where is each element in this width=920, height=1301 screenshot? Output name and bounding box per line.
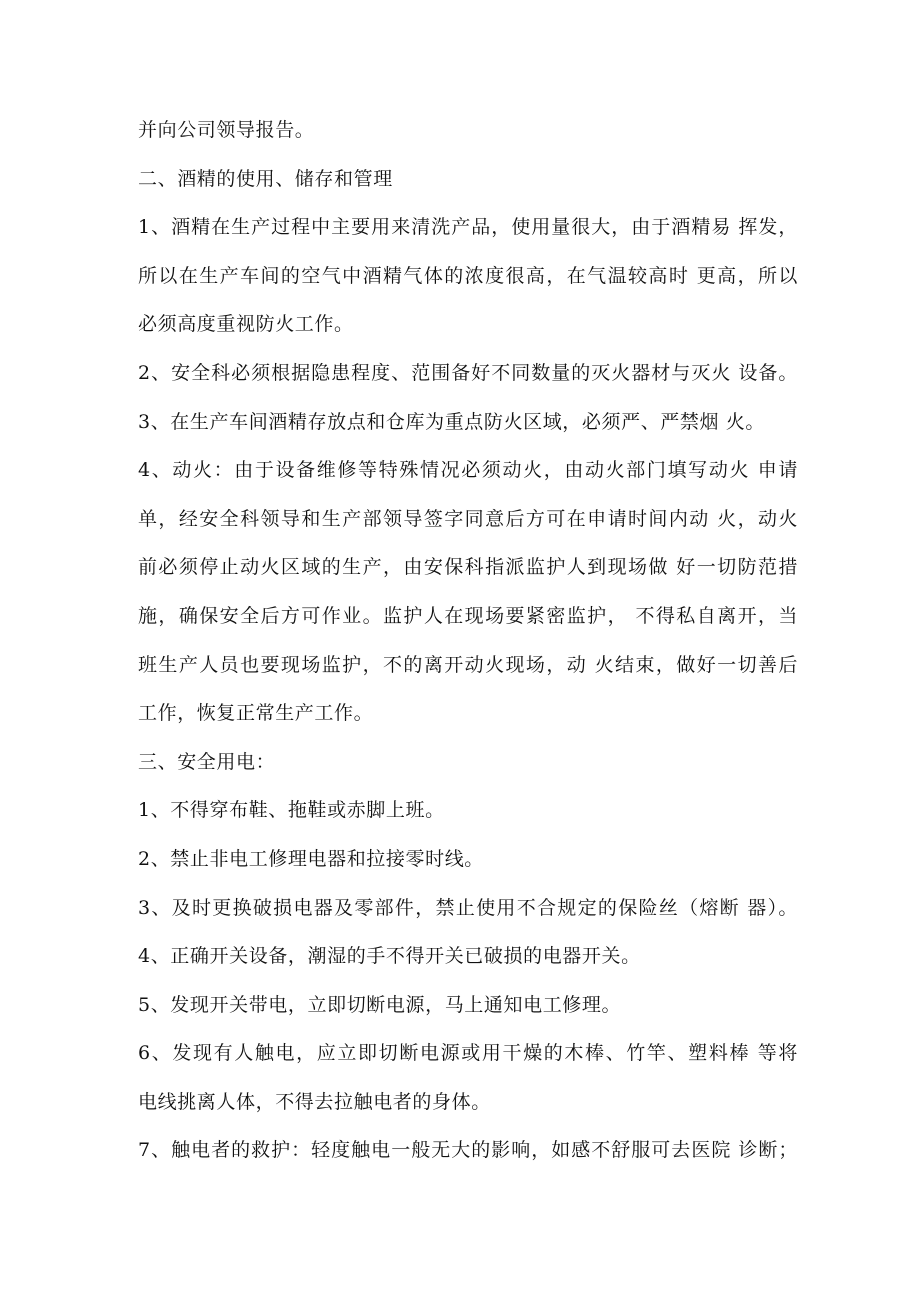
text-line: 4、正确开关设备，潮湿的手不得开关已破损的电器开关。 [138,945,641,968]
section-heading: 二、酒精的使用、储存和管理 [138,167,393,190]
text-line: 并向公司领导报告。 [138,119,315,141]
text-line: 必须高度重视防火工作。 [138,313,354,336]
text-line: 工作，恢复正常生产工作。 [138,702,374,725]
text-line: 3、在生产车间酒精存放点和仓库为重点防火区域，必须严、严禁烟 火。 [138,410,765,433]
text-line: 4、动火：由于设备维修等特殊情况必须动火，由动火部门填写动火 申请 [138,459,798,482]
text-line: 6、发现有人触电，应立即切断电源或用干燥的木棒、竹竿、塑料棒 等将 [138,1042,798,1065]
text-line: 施，确保安全后方可作业。监护人在现场要紧密监护， 不得私自离开，当 [138,604,798,627]
text-line: 班生产人员也要现场监护，不的离开动火现场，动 火结束，做好一切善后 [138,653,798,676]
section-heading: 三、安全用电： [138,750,276,773]
document-body [138,112,798,1181]
text-line: 5、发现开关带电，立即切断电源，马上通知电工修理。 [138,993,622,1016]
text-line: 2、安全科必须根据隐患程度、范围备好不同数量的灭火器材与灭火 设备。 [138,361,798,384]
text-line: 1、不得穿布鞋、拖鞋或赤脚上班。 [138,799,445,822]
text-line: 单，经安全科领导和生产部领导签字同意后方可在申请时间内动 火，动火 [138,507,798,530]
text-line: 电线挑离人体，不得去拉触电者的身体。 [138,1090,491,1113]
text-line: 7、触电者的救护：轻度触电一般无大的影响，如感不舒服可去医院 诊断； [138,1139,798,1162]
text-line: 2、禁止非电工修理电器和拉接零时线。 [138,847,484,870]
text-line: 1、酒精在生产过程中主要用来清洗产品，使用量很大，由于酒精易 挥发， [138,216,798,239]
text-line: 前必须停止动火区域的生产，由安保科指派监护人到现场做 好一切防范措 [138,556,798,579]
text-line: 所以在生产车间的空气中酒精气体的浓度很高，在气温较高时 更高，所以 [138,264,798,287]
text-line: 3、及时更换破损电器及零部件，禁止使用不合规定的保险丝（熔断 器）。 [138,896,798,919]
